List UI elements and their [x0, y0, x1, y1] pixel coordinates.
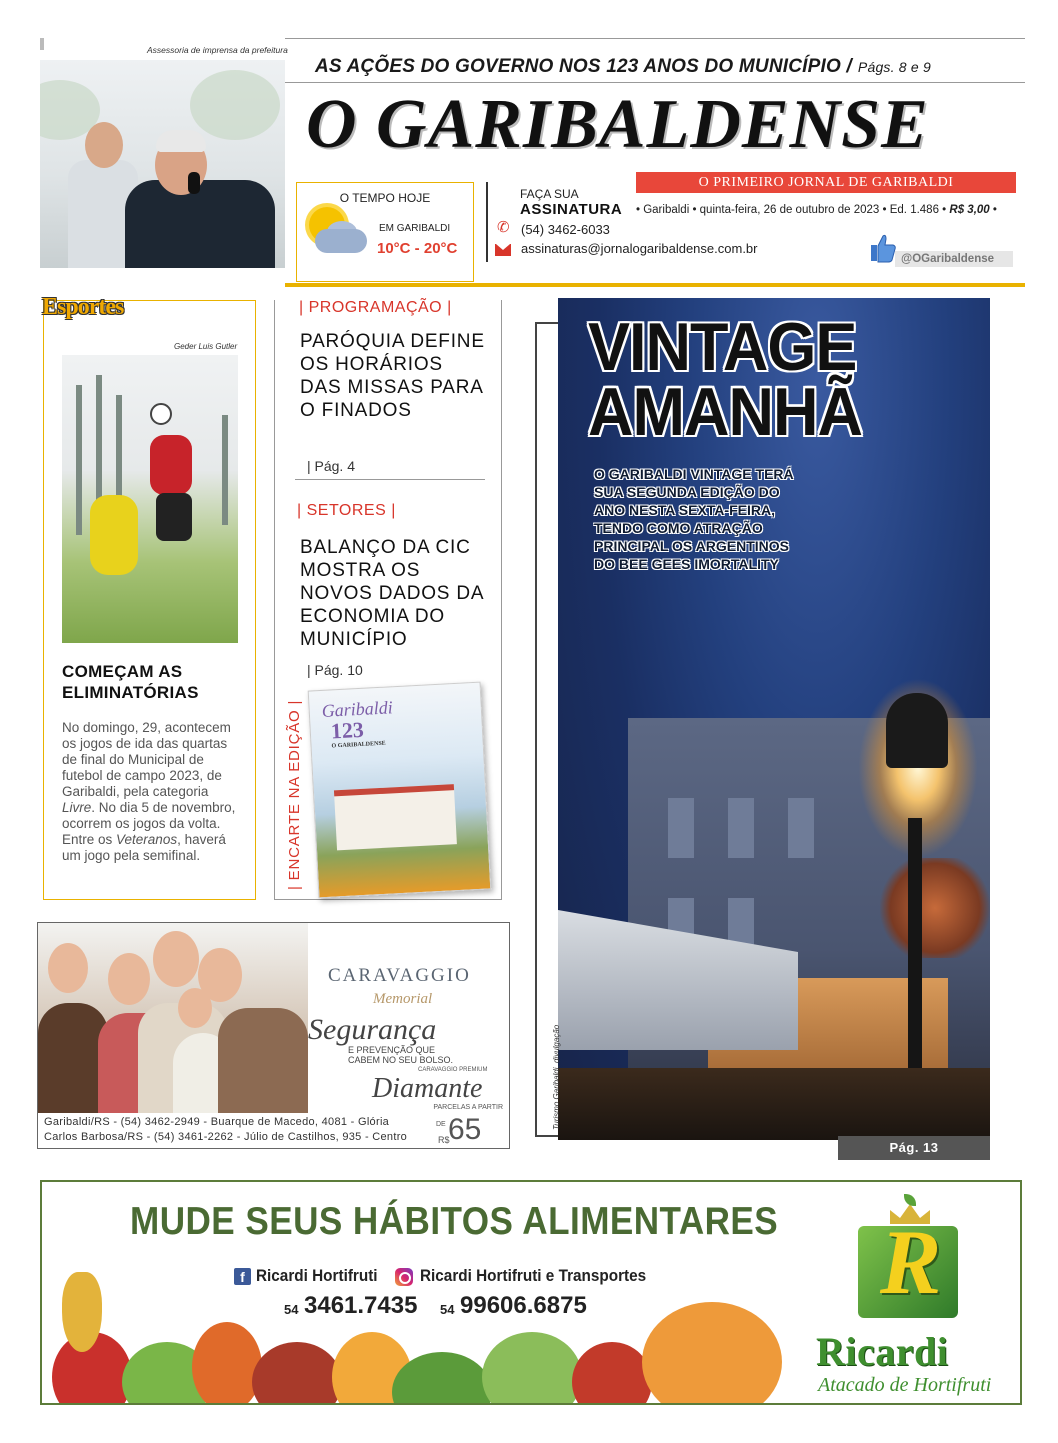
caravaggio-price: 65: [448, 1113, 482, 1146]
ricardi-ad[interactable]: [40, 1180, 1022, 1405]
caravaggio-de: DE: [436, 1121, 446, 1128]
encarte-cover-title: Garibaldi: [321, 697, 394, 721]
facebook-icon: f: [234, 1268, 251, 1285]
vintage-photo-credit: Turismo Garibaldi, divulgação: [552, 1024, 561, 1130]
price-suffix: •: [989, 204, 997, 216]
photo-credit: Assessoria de imprensa da prefeitura: [147, 45, 288, 55]
edition-info: • Garibaldi • quinta-feira, 26 de outubro de 2023 • Ed. 1.486 •: [636, 204, 947, 216]
caravaggio-parcelas: PARCELAS A PARTIR: [433, 1104, 503, 1111]
tagline: O PRIMEIRO JORNAL DE GARIBALDI: [636, 172, 1016, 193]
encarte-tag: | ENCARTE NA EDIÇÃO |: [286, 699, 303, 890]
corner-mark: [40, 38, 44, 50]
caravaggio-address-carlos-barbosa: Carlos Barbosa/RS - (54) 3461-2262 - Júlio de Castilhos, 935 - Centro: [44, 1131, 408, 1143]
sports-photo: [62, 355, 238, 643]
column-rule-right: [501, 300, 502, 900]
edition-line: [636, 204, 997, 216]
subscription-rule: [486, 182, 488, 262]
section-tag-programacao: | PROGRAMAÇÃO |: [299, 299, 452, 316]
subscription-label: FAÇA SUA: [520, 187, 579, 201]
programacao-page-ref: | Pág. 4: [307, 458, 356, 474]
ricardi-phone-1[interactable]: 3461.7435: [304, 1292, 418, 1319]
sports-text-em1: Livre: [62, 800, 92, 815]
caravaggio-ad[interactable]: [37, 922, 510, 1149]
top-headline[interactable]: [315, 56, 931, 78]
sports-headline-line2: ELIMINATÓRIAS: [62, 683, 199, 702]
front-photo-mayor: [40, 60, 285, 268]
encarte-cover-number: 123: [330, 716, 365, 744]
ricardi-phone-2[interactable]: 99606.6875: [460, 1292, 587, 1319]
masthead: O GARIBALDENSE: [306, 86, 929, 163]
ricardi-subtitle: Atacado de Hortifruti: [818, 1374, 992, 1396]
weather-box: [296, 182, 474, 282]
caravaggio-seguranca: Segurança: [308, 1013, 437, 1046]
caravaggio-family-photo: [38, 923, 308, 1113]
encarte-cover-subtitle: O GARIBALDENSE: [331, 740, 386, 750]
vegetables-image: [42, 1312, 802, 1405]
ricardi-brand: Ricardi: [816, 1329, 949, 1374]
caravaggio-address-garibaldi: Garibaldi/RS - (54) 3462-2949 - Buarque de Macedo, 4081 - Glória: [44, 1116, 390, 1128]
social-handle[interactable]: @OGaribaldense: [895, 251, 1013, 267]
mail-icon: [495, 244, 511, 256]
section-tag-setores: | SETORES |: [297, 502, 396, 519]
top-headline-pages: Págs. 8 e 9: [857, 59, 931, 75]
sports-headline[interactable]: [62, 661, 199, 703]
vintage-headline-line1: VINTAGE: [588, 309, 857, 386]
price: R$ 3,00: [949, 204, 990, 216]
subscription-phone[interactable]: (54) 3462-6033: [521, 222, 610, 237]
sports-text-part2: . No dia 5 de novembro, ocorrem os jogos da volta. Entre os: [62, 800, 236, 847]
top-headline-text: AS AÇÕES DO GOVERNO NOS 123 ANOS DO MUNICÍPIO /: [315, 56, 852, 77]
phone-icon: ✆: [497, 219, 510, 236]
column-rule-bottom: [274, 899, 502, 900]
section-tag-sports: Esportes: [42, 294, 124, 320]
caravaggio-prevencao: E PREVENÇÃO QUE CABEM NO SEU BOLSO.: [348, 1045, 454, 1065]
headline-rule: [285, 82, 1025, 83]
caravaggio-diamante: Diamante: [372, 1073, 483, 1104]
setores-page-ref: | Pág. 10: [307, 662, 363, 678]
ricardi-ddd-1: 54: [284, 1302, 299, 1317]
subscription-email[interactable]: assinaturas@jornalogaribaldense.com.br: [521, 241, 758, 256]
sports-text-part1: No domingo, 29, acontecem os jogos de ida das quartas de final do Municipal de futebol de campo 2023, de Garibaldi, pela categoria: [62, 720, 231, 799]
ricardi-facebook[interactable]: Ricardi Hortifruti: [256, 1266, 378, 1285]
weather-city: EM GARIBALDI: [379, 223, 451, 234]
weather-temps: 10°C - 20°C: [377, 240, 458, 257]
sports-headline-line1: COMEÇAM AS: [62, 662, 183, 681]
ricardi-headline: MUDE SEUS HÁBITOS ALIMENTARES: [130, 1200, 779, 1243]
sports-text-part3: , haverá um jogo pela semifinal.: [62, 832, 226, 863]
caravaggio-currency: R$: [438, 1135, 450, 1145]
thumbs-up-icon: [870, 233, 896, 263]
cloud-icon-base: [315, 229, 367, 253]
programacao-headline[interactable]: PARÓQUIA DEFINE OS HORÁRIOS DAS MISSAS PARA O FINADOS: [300, 331, 485, 421]
section-divider: [295, 479, 485, 480]
top-rule: [285, 38, 1025, 39]
caravaggio-premium: CARAVAGGIO PREMIUM: [418, 1067, 488, 1073]
leaf-icon: [904, 1194, 916, 1206]
subscription-title: ASSINATURA: [520, 201, 623, 218]
vintage-headline-line2: AMANHÃ: [588, 374, 862, 450]
weather-title: O TEMPO HOJE: [339, 191, 431, 205]
caravaggio-brand: CARAVAGGIO: [328, 965, 471, 986]
setores-headline[interactable]: BALANÇO DA CIC MOSTRA OS NOVOS DADOS DA ECONOMIA DO MUNICÍPIO: [300, 537, 484, 650]
column-rule: [274, 300, 275, 900]
vintage-text: O GARIBALDI VINTAGE TERÁ SUA SEGUNDA EDIÇÃO DO ANO NESTA SEXTA-FEIRA, TENDO COMO ATRAÇÃO PRINCIPAL OS ARGENTINOS DO BEE GEES IMORTALITY: [594, 466, 794, 572]
vintage-headline[interactable]: [588, 309, 862, 450]
caravaggio-memorial: Memorial: [373, 991, 433, 1007]
ricardi-ddd-2: 54: [440, 1302, 455, 1317]
vintage-page-ref: Pág. 13: [838, 1136, 990, 1160]
sports-photo-credit: Geder Luis Gutler: [174, 342, 238, 351]
ricardi-logo-letter: R: [880, 1211, 942, 1313]
sports-text: [62, 720, 242, 864]
instagram-icon: [395, 1268, 413, 1286]
ricardi-instagram[interactable]: Ricardi Hortifruti e Transportes: [420, 1266, 647, 1285]
sports-text-em2: Veteranos: [116, 832, 178, 847]
header-separator: [285, 283, 1025, 287]
encarte-cover[interactable]: [308, 682, 492, 899]
